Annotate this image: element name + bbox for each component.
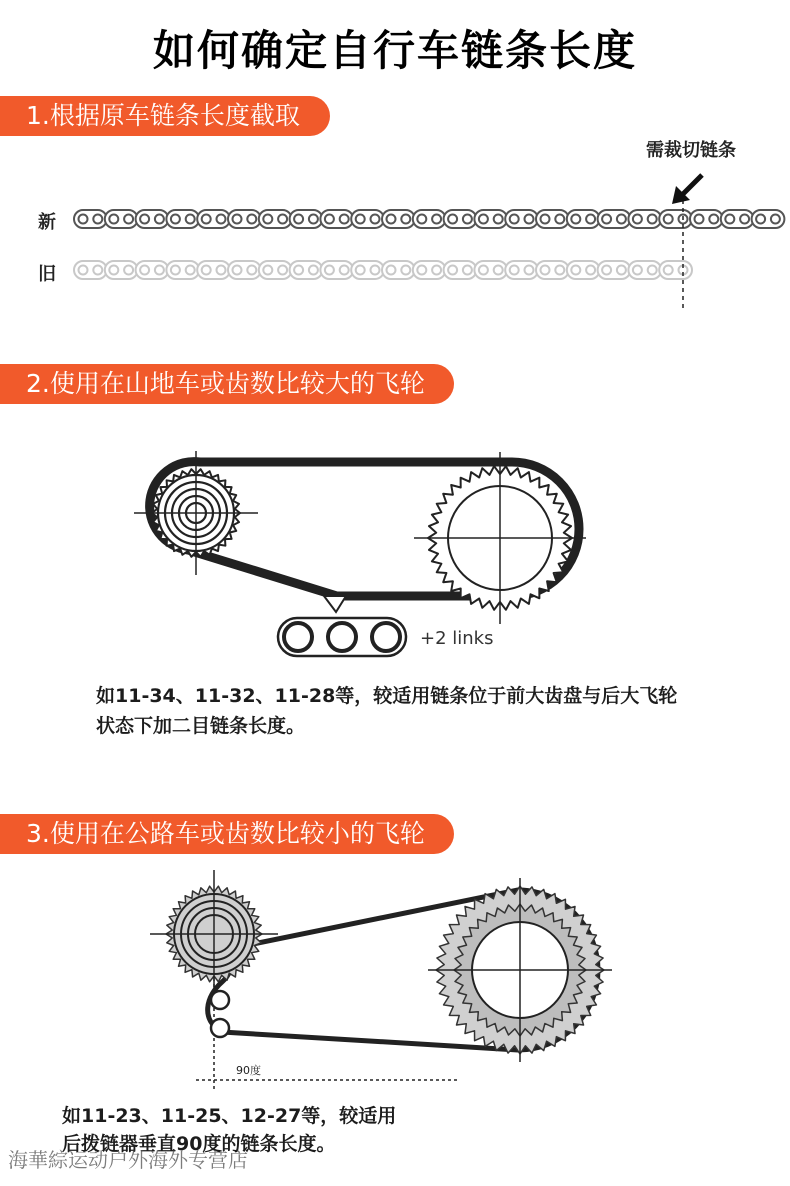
section-3-caption-line2: 后拨链器垂直90度的链条长度。 xyxy=(62,1133,336,1155)
link-pointer xyxy=(324,596,346,612)
cut-chain-label: 需裁切链条 xyxy=(646,140,736,161)
extra-links-label: +2 links xyxy=(420,628,494,649)
section-2-header: 2.使用在山地车或齿数比较大的飞轮 xyxy=(0,364,454,404)
degree-label: 90度 xyxy=(236,1064,261,1077)
section-3-header: 3.使用在公路车或齿数比较小的飞轮 xyxy=(0,814,454,854)
section-2-caption-line2: 状态下加二目链条长度。 xyxy=(96,715,306,737)
cut-arrow-icon xyxy=(672,175,702,204)
front-chainring-double xyxy=(428,878,612,1062)
old-chain-label: 旧 xyxy=(38,264,56,285)
extra-links-icon xyxy=(278,618,406,656)
new-chain xyxy=(74,210,784,228)
rear-cassette-small xyxy=(150,870,278,998)
old-chain xyxy=(74,261,692,279)
section-2-caption-line1: 如11-34、11-32、11-28等，较适用链条位于前大齿盘与后大飞轮 xyxy=(96,685,678,707)
page-title: 如何确定自行车链条长度 xyxy=(152,26,637,75)
rear-cassette-large xyxy=(134,451,258,575)
section-3-caption-line1: 如11-23、11-25、12-27等，较适用 xyxy=(62,1105,397,1127)
new-chain-label: 新 xyxy=(38,212,56,233)
section-1-header: 1.根据原车链条长度截取 xyxy=(0,96,330,136)
mtb-drivetrain xyxy=(134,451,586,656)
watermark: 海華綜运动户外海外专营店 xyxy=(8,1148,248,1172)
road-drivetrain xyxy=(150,870,612,1090)
